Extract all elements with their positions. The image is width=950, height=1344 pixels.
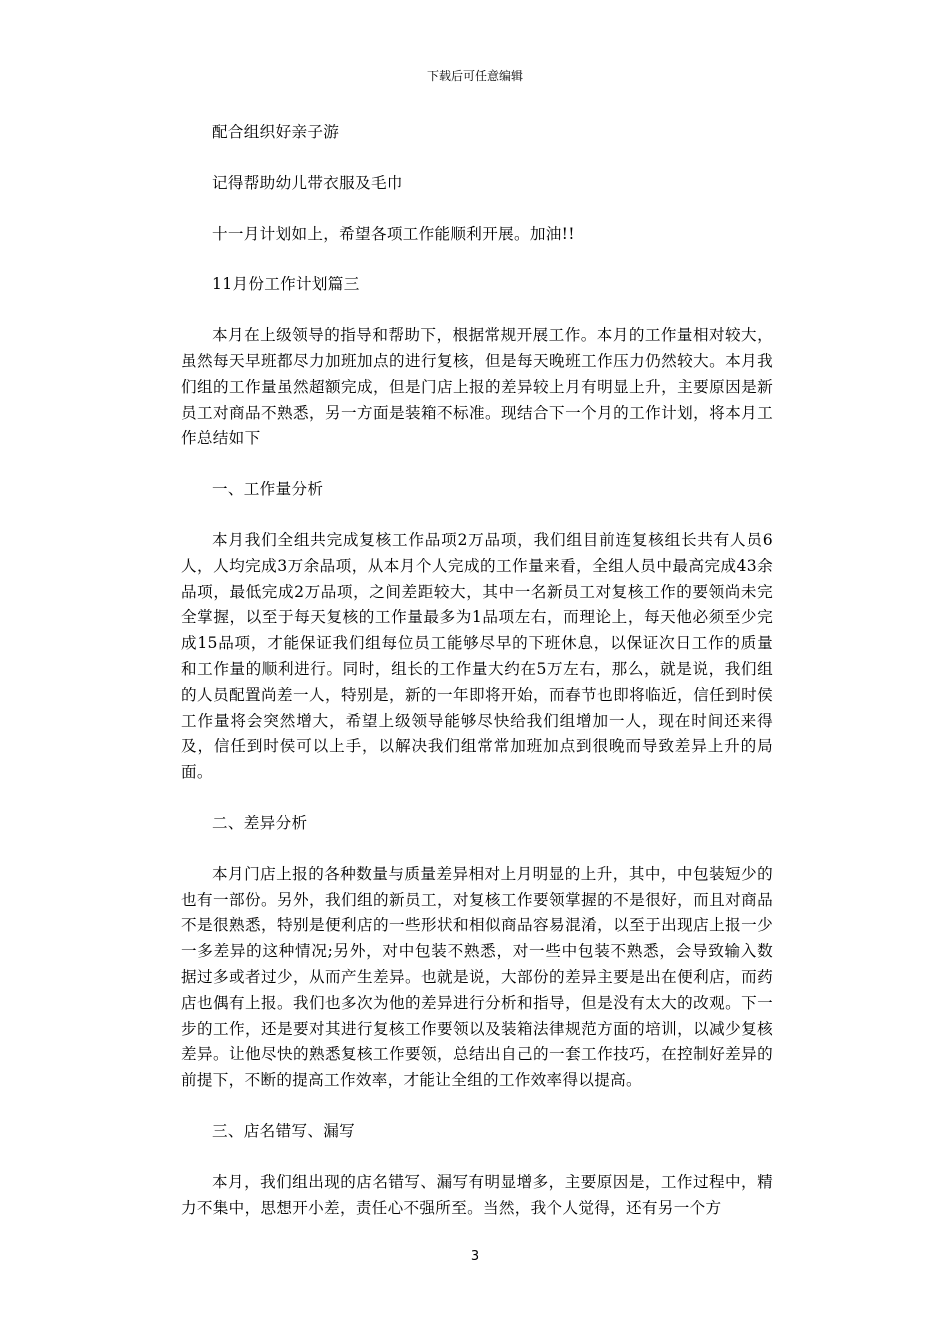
section1-heading: 一、工作量分析 [212, 480, 324, 499]
section3-heading: 三、店名错写、漏写 [212, 1121, 356, 1140]
body-line-november-plan: 十一月计划如上，希望各项工作能顺利开展。加油!! [212, 224, 575, 243]
section2-paragraph: 本月门店上报的各种数量与质量差异相对上月明显的上升，其中，中包装短少的也有一部份。另外，我们组的新员工，对复核工作要领掌握的不是很好，而且对商品不是很熟悉，特别是便利店的一些形状和相似商品容易混淆，以至于出现店上报一少一多差异的这种情况;另外，对中包装不熟悉，对一些中包装不熟悉，会导致输入数据过多或者过少，从而产生差异。也就是说，大部份的差异主要是出在便利店，而药店也偶有上报。我们也多次为他的差异进行分析和指导，但是没有太大的改观。下一步的工作，还是要对其进行复核工作要领以及装箱法律规范方面的培训，以减少复核差异。让他尽快的熟悉复核工作要领，总结出自己的一套工作技巧，在控制好差异的前提下，不断的提高工作效率，才能让全组的工作效率得以提高。 [181, 864, 773, 1090]
intro-paragraph: 本月在上级领导的指导和帮助下，根据常规开展工作。本月的工作量相对较大，虽然每天早班都尽力加班加点的进行复核，但是每天晚班工作压力仍然较大。本月我们组的工作量虽然超额完成，但是门店上报的差异较上月有明显上升，主要原因是新员工对商品不熟悉，另一方面是装箱不标准。现结合下一个月的工作计划，将本月工作总结如下 [181, 326, 773, 448]
document-body [181, 120, 773, 1221]
section-title: 11月份工作计划篇三 [212, 275, 360, 294]
section1-paragraph: 本月我们全组共完成复核工作品项2万品项，我们组目前连复核组长共有人员6人，人均完成3万余品项，从本月个人完成的工作量来看，全组人员中最高完成43余品项，最低完成2万品项，之间差距较大，其中一名新员工对复核工作的要领尚未完全掌握，以至于每天复核的工作量最多为1品项左右，而理论上，每天他必须至少完成15品项，才能保证我们组每位员工能够尽早的下班休息，以保证次日工作的质量和工作量的顺利进行。同时，组长的工作量大约在5万左右，那么，就是说，我们组的人员配置尚差一人，特别是，新的一年即将开始，而春节也即将临近，信任到时侯工作量将会突然增大，希望上级领导能够尽快给我们组增加一人，现在时间还来得及，信任到时侯可以上手，以解决我们组常常加班加点到很晚而导致差异上升的局面。 [181, 530, 773, 782]
page-number: 3 [470, 1249, 480, 1264]
section2-heading: 二、差异分析 [212, 813, 308, 832]
body-line-parent-child-trip: 配合组织好亲子游 [212, 123, 340, 141]
page-header: 下载后可任意编辑 [426, 69, 523, 83]
body-line-clothes-towel: 记得帮助幼儿带衣服及毛巾 [212, 173, 403, 192]
section3-paragraph: 本月，我们组出现的店名错写、漏写有明显增多，主要原因是，工作过程中，精力不集中，思想开小差，责任心不强所至。当然，我个人觉得，还有另一个方 [181, 1172, 773, 1217]
